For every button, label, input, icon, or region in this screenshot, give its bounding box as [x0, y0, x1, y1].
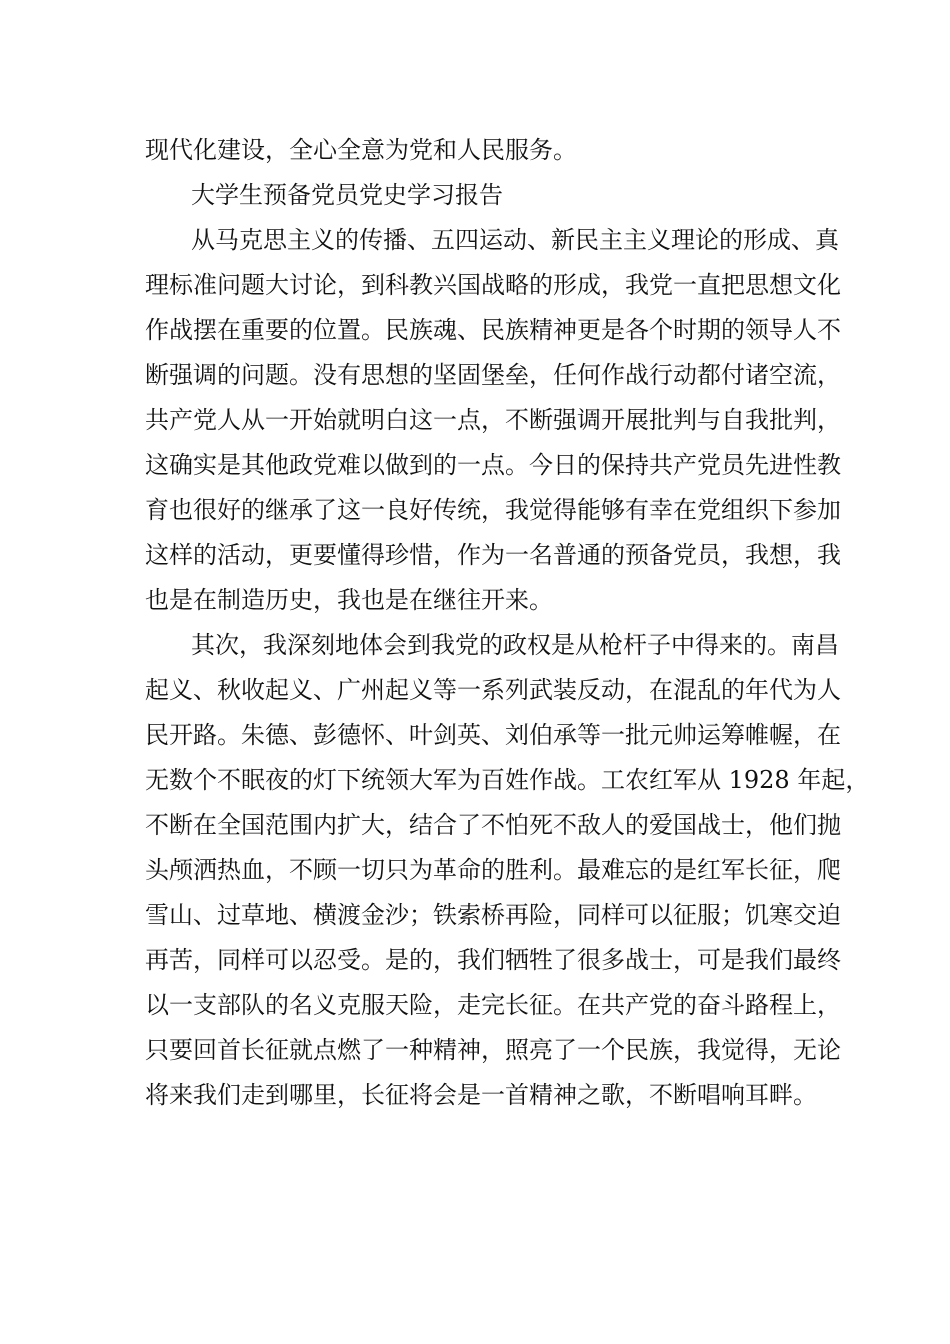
text-line: 这样的活动，更要懂得珍惜，作为一名普通的预备党员，我想，我	[145, 541, 841, 569]
text-line: 也是在制造历史，我也是在继往开来。	[145, 586, 553, 614]
text-line: 无数个不眠夜的灯下统领大军为百姓作战。工农红军从 1928 年起，	[145, 766, 870, 794]
text-line: 共产党人从一开始就明白这一点，不断强调开展批判与自我批判，	[145, 406, 841, 434]
text-line: 民开路。朱德、彭德怀、叶剑英、刘伯承等一批元帅运筹帷幄，在	[145, 721, 841, 749]
text-line: 理标准问题大讨论，到科教兴国战略的形成，我党一直把思想文化	[145, 271, 841, 299]
text-line: 起义、秋收起义、广州起义等一系列武装反动，在混乱的年代为人	[145, 676, 841, 704]
text-line: 现代化建设，全心全意为党和人民服务。	[145, 136, 577, 164]
text-line: 其次，我深刻地体会到我党的政权是从枪杆子中得来的。南昌	[191, 631, 839, 659]
text-line: 育也很好的继承了这一良好传统，我觉得能够有幸在党组织下参加	[145, 496, 841, 524]
document-body	[145, 128, 870, 1118]
text-line: 断强调的问题。没有思想的坚固堡垒，任何作战行动都付诸空流，	[145, 361, 841, 389]
text-line: 头颅洒热血，不顾一切只为革命的胜利。最难忘的是红军长征，爬	[145, 856, 841, 884]
text-line: 雪山、过草地、横渡金沙；铁索桥再险，同样可以征服；饥寒交迫	[145, 901, 841, 929]
text-line: 将来我们走到哪里，长征将会是一首精神之歌，不断唱响耳畔。	[145, 1081, 817, 1109]
text-line: 不断在全国范围内扩大，结合了不怕死不敌人的爱国战士，他们抛	[145, 811, 841, 839]
text-line: 以一支部队的名义克服天险，走完长征。在共产党的奋斗路程上，	[145, 991, 841, 1019]
text-line: 作战摆在重要的位置。民族魂、民族精神更是各个时期的领导人不	[145, 316, 841, 344]
section-title: 大学生预备党员党史学习报告	[191, 181, 503, 209]
text-line: 从马克思主义的传播、五四运动、新民主主义理论的形成、真	[191, 226, 839, 254]
text-line: 只要回首长征就点燃了一种精神，照亮了一个民族，我觉得，无论	[145, 1036, 841, 1064]
text-line: 再苦，同样可以忍受。是的，我们牺牲了很多战士，可是我们最终	[145, 946, 841, 974]
text-line: 这确实是其他政党难以做到的一点。今日的保持共产党员先进性教	[145, 451, 841, 479]
